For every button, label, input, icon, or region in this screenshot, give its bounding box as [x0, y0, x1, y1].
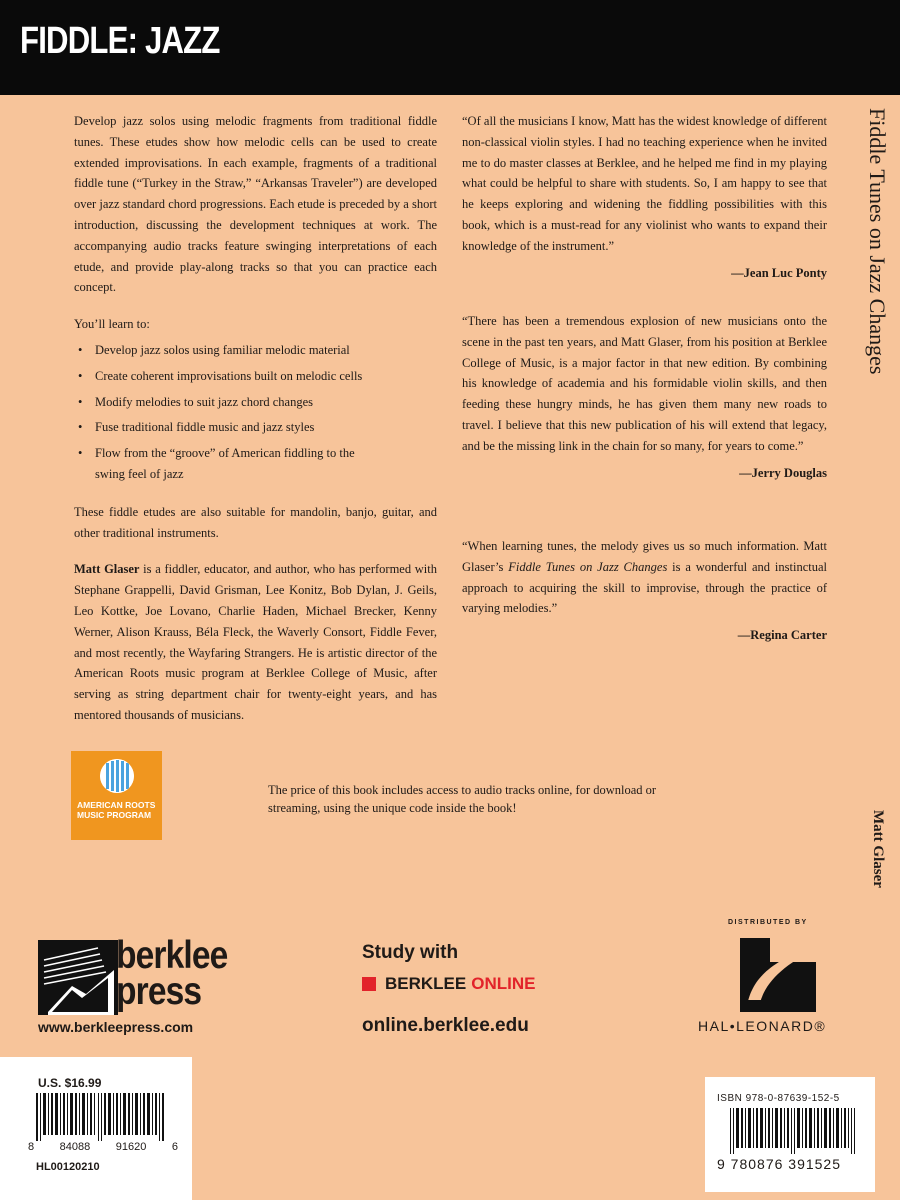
- red-square-icon: [362, 977, 376, 991]
- bullet-icon: •: [78, 420, 83, 435]
- list-item: • Develop jazz solos using familiar melodic material: [78, 340, 437, 361]
- list-item: • Flow from the “groove” of American fiddling to the swing feel of jazz: [78, 443, 378, 485]
- quote-author: —Jean Luc Ponty: [731, 265, 827, 280]
- isbn-digits: 9 780876 391525: [717, 1156, 841, 1172]
- american-roots-logo: [71, 751, 162, 840]
- bio-paragraph: [74, 559, 437, 725]
- bio-text: is a fiddler, educator, and author, who has performed with Stephane Grappelli, David Grisman, Lee Konitz, Bob Dylan, J. Geils, Leo Kottke, Joe Lovano, Charlie Haden, Michael Brecker, Kenny Werner, Alison Krauss, Béla Fleck, the Waverly Consort, Fiddle Fever, and most recently, the Wayfaring Strangers. He is artistic director of the American Roots music program at Berklee College of Music, after serving as string department chair for twenty-eight years, and has mentored thousands of musicians.: [74, 562, 438, 722]
- audio-note: The price of this book includes access to audio tracks online, for download or streaming, using the unique code inside the book!: [268, 783, 657, 815]
- book-title-italic: Fiddle Tunes on Jazz Changes: [508, 559, 668, 574]
- berklee-press-logo-icon: [38, 940, 118, 1015]
- category-title: FIDDLE: JAZZ: [20, 20, 220, 62]
- spine-title: Fiddle Tunes on Jazz Changes: [865, 108, 890, 375]
- quote-text: “There has been a tremendous explosion of new musicians onto the scene in the past ten years, and Matt Glaser, from his position at Berklee College of Music, is a major factor in that new edition. By combining his knowledge of academia and his formidable violin skills, and then feeding these hungry minds, he has given them many new roads to travel. I believe that this new publication of his will extend that legacy, and be the missing link in the chain for so many, for years to come.”: [462, 314, 827, 453]
- distributed-by-label: DISTRIBUTED BY: [728, 919, 808, 926]
- quote-block: [462, 111, 827, 283]
- description-column: [74, 111, 437, 742]
- quote-block: [462, 311, 827, 483]
- quote-author: —Regina Carter: [737, 628, 827, 643]
- list-item: • Create coherent improvisations built on melodic cells: [78, 366, 437, 387]
- american-roots-text: AMERICAN ROOTS MUSIC PROGRAM: [77, 800, 156, 820]
- hal-leonard-logo-icon: [740, 938, 816, 1012]
- isbn-barcode: [730, 1108, 856, 1154]
- berklee-press-wordmark: berklee press: [116, 934, 228, 1013]
- intro-paragraph: Develop jazz solos using melodic fragments from traditional fiddle tunes. These etudes show how melodic cells can be used to create extended improvisations. In each example, fragments of a traditional fiddle tune (“Turkey in the Straw,” “Arkansas Traveler”) are developed over jazz standard chord progressions. Each etude is preceded by a short introduction, discussing the development techniques at work. The accompanying audio tracks feature swinging interpretations of each etude, and provide play-along tracks so that you can practice each concept.: [74, 114, 437, 295]
- isbn-label: ISBN 978-0-87639-152-5: [717, 1093, 840, 1104]
- upc-barcode: [36, 1093, 164, 1141]
- list-item: • Modify melodies to suit jazz chord changes: [78, 392, 437, 413]
- learn-list: [78, 340, 437, 485]
- bullet-icon: •: [78, 342, 83, 357]
- spine-author: Matt Glaser: [870, 810, 886, 888]
- product-code: HL00120210: [36, 1161, 100, 1173]
- strings-icon: [100, 759, 134, 793]
- quote-author: —Jerry Douglas: [739, 465, 827, 480]
- bullet-icon: •: [78, 394, 83, 409]
- suitability-paragraph: These fiddle etudes are also suitable for mandolin, banjo, guitar, and other traditional instruments.: [74, 504, 437, 540]
- bullet-icon: •: [78, 446, 83, 461]
- berklee-online-url[interactable]: online.berklee.edu: [362, 1015, 529, 1036]
- quote-text: “When learning tunes, the melody gives us so much information. Matt Glaser’s Fiddle Tunes on Jazz Changes is a wonderful and instinctual approach to acquiring the skill to improvise, through the practice of varying melodies.”: [462, 539, 827, 616]
- berklee-online-logo: BERKLEE ONLINE: [362, 974, 535, 994]
- bullet-icon: •: [78, 368, 83, 383]
- quote-block: [462, 536, 827, 646]
- header-bar: [0, 0, 900, 95]
- list-item: • Fuse traditional fiddle music and jazz styles: [78, 417, 437, 438]
- quote-text: “Of all the musicians I know, Matt has the widest knowledge of different non-classical violin styles. I had no teaching experience when he invited me to do master classes at Berklee, and he helped me find in my playing what could be helpful to share with students. So, I am happy to see that he keeps exploring and widening the fiddling possibilities with this book, which is a must-read for any violinist who wants to expand their knowledge of the instrument.”: [462, 114, 827, 253]
- price-label: U.S. $16.99: [38, 1076, 102, 1090]
- study-with-label: Study with: [362, 942, 459, 963]
- hal-leonard-wordmark: HAL•LEONARD®: [698, 1018, 827, 1034]
- learn-lead: You’ll learn to:: [74, 317, 150, 332]
- berklee-press-url[interactable]: www.berkleepress.com: [38, 1019, 194, 1035]
- bio-name: Matt Glaser: [74, 562, 140, 577]
- upc-digits: 8 84088 91620 6: [28, 1141, 178, 1153]
